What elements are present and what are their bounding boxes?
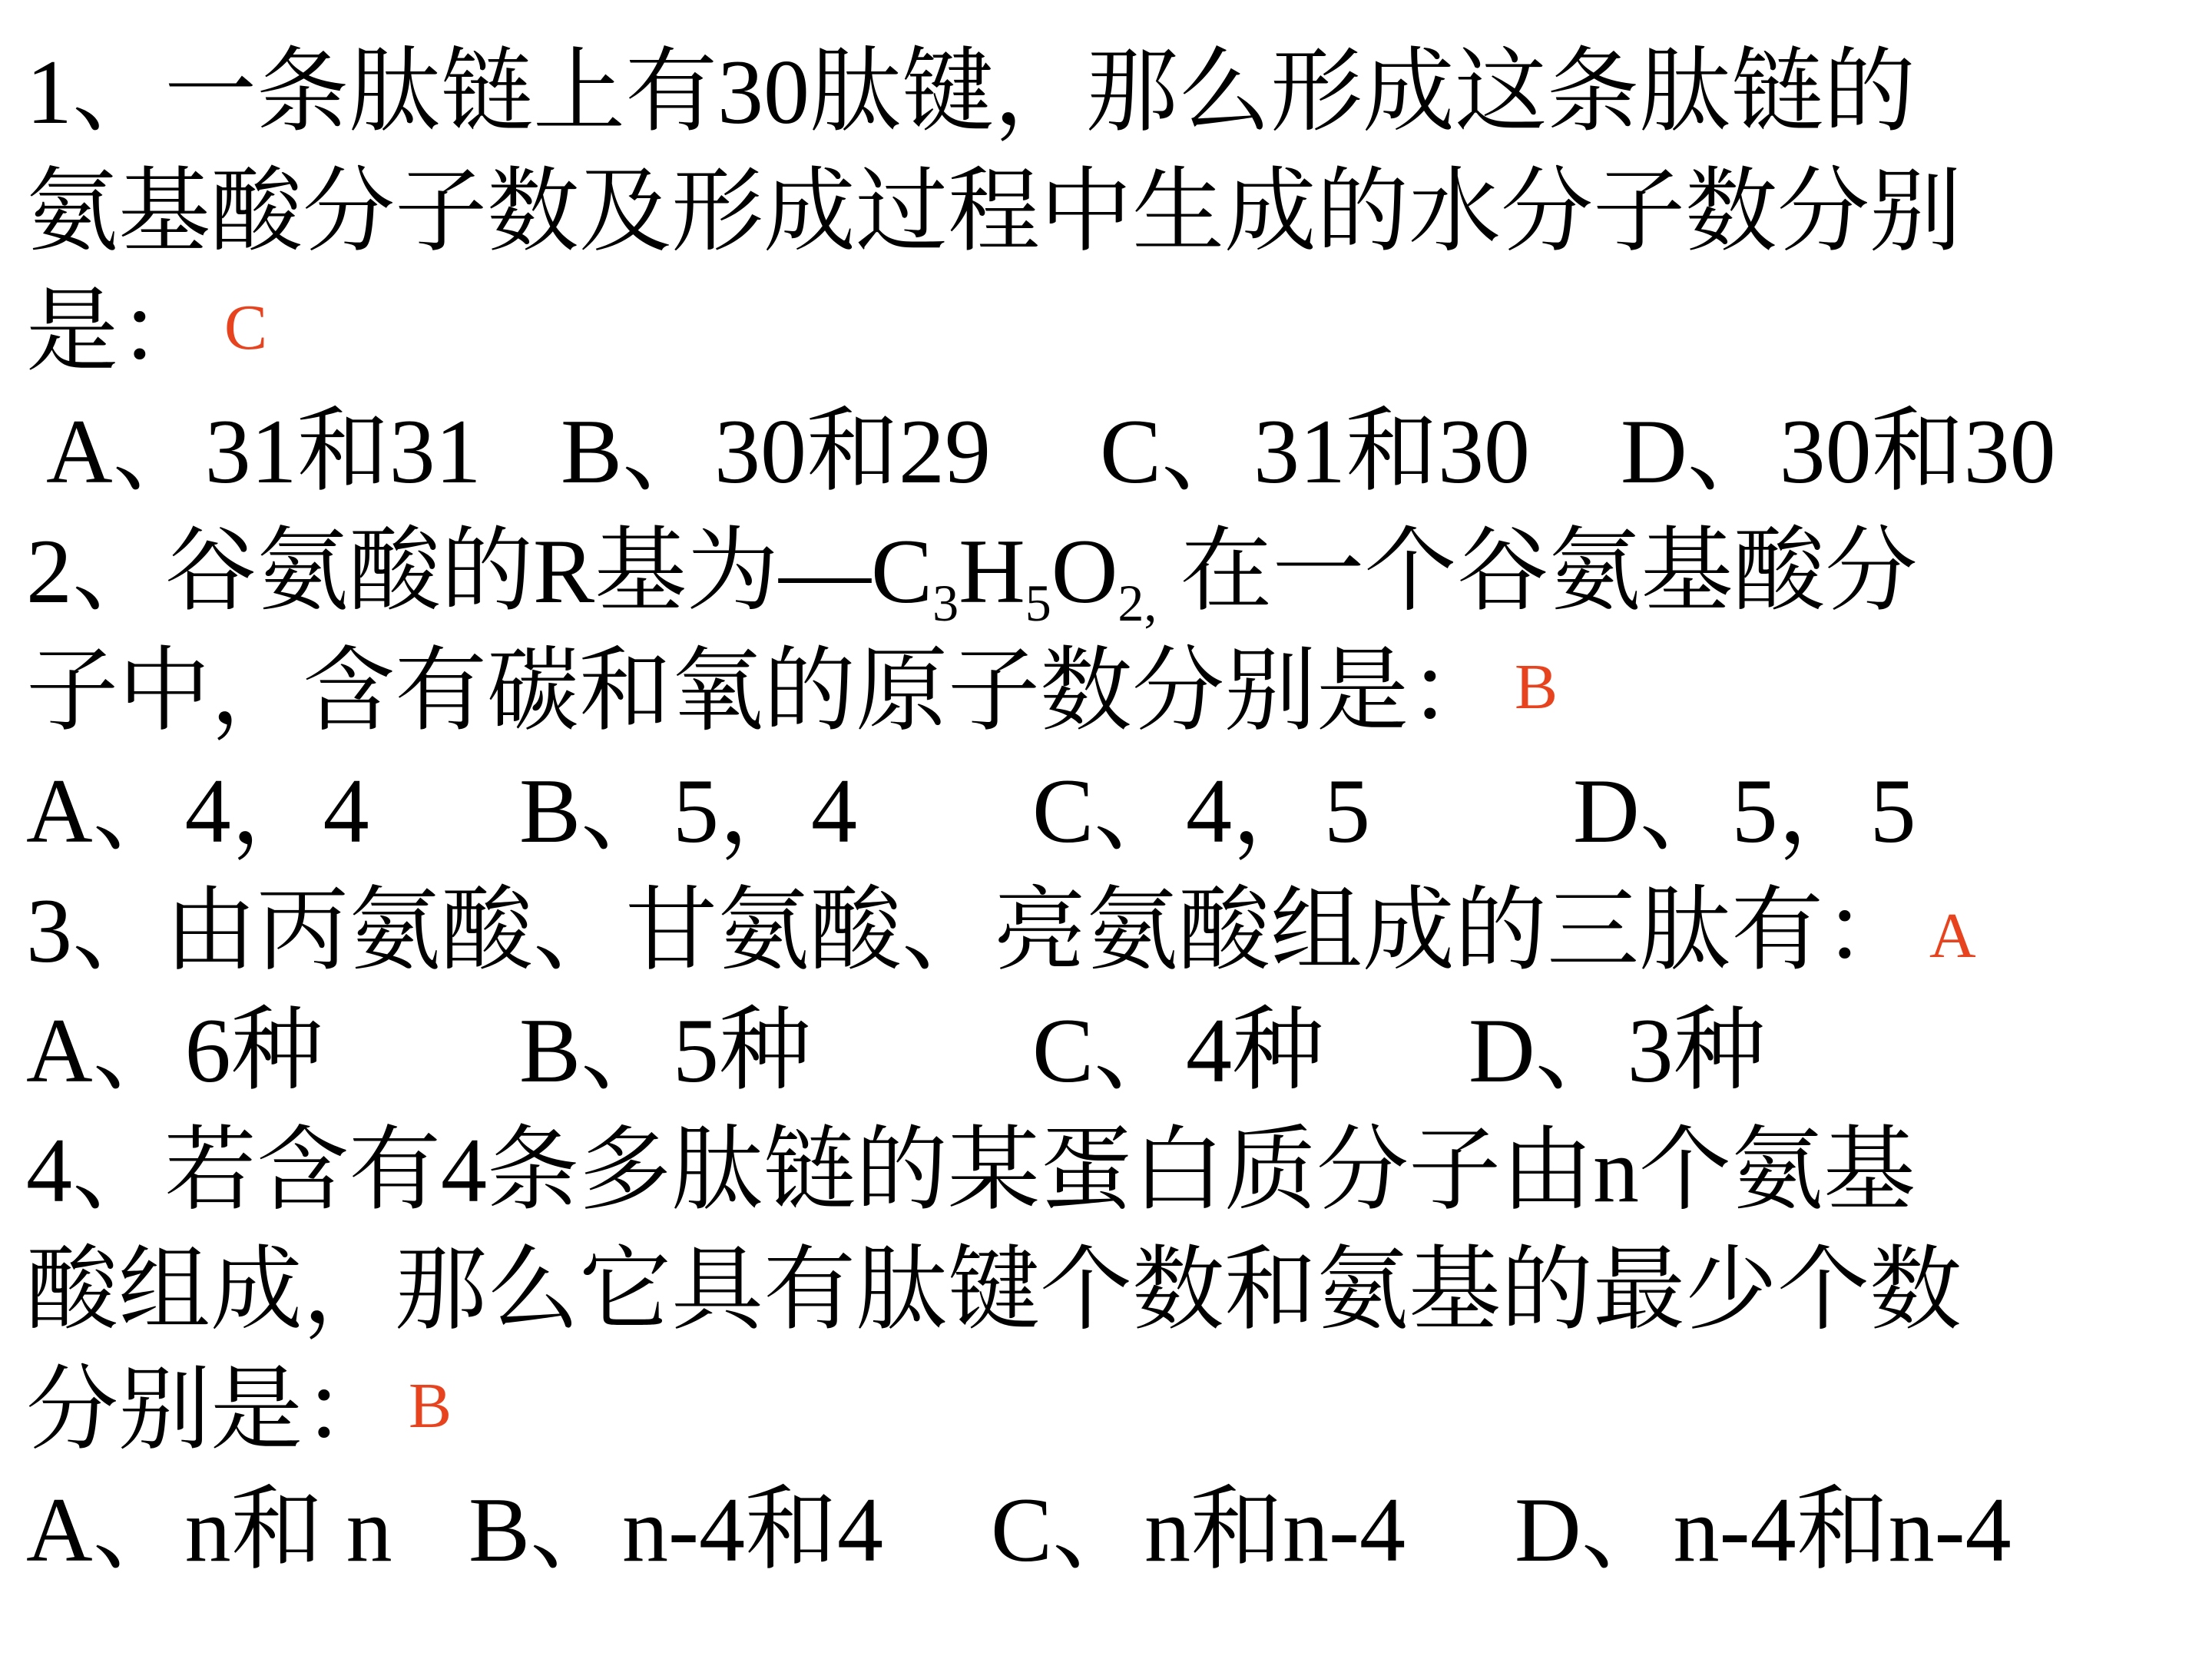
q4-line-3 — [26, 1359, 452, 1461]
q1-line-3 — [26, 280, 268, 382]
q1-option-b: B、30和29 — [561, 400, 992, 502]
q3-answer: A — [1929, 900, 1976, 972]
q2-option-b: B、5，4 — [519, 760, 858, 862]
q1-line-1: 1、一条肽链上有30肽键，那么形成这条肽链的 — [26, 41, 1916, 143]
q2-line-2-text: 子中，含有碳和氧的原子数分别是： — [26, 640, 1501, 742]
q1-line-2: 氨基酸分子数及形成过程中生成的水分子数分别 — [26, 161, 1962, 263]
q2-line-2 — [26, 640, 1558, 742]
q2-option-d: D、5，5 — [1573, 760, 1916, 862]
q4-line-3-text: 分别是： — [26, 1359, 395, 1461]
q4-line-1: 4、若含有4条多肽链的某蛋白质分子由n个氨基 — [26, 1119, 1916, 1221]
q1-option-c: C、31和30 — [1100, 400, 1531, 502]
q4-option-d: D、n-4和n-4 — [1515, 1479, 2012, 1581]
q2-line-1 — [26, 520, 1918, 632]
q1-option-d: D、30和30 — [1621, 400, 2056, 502]
q3-line-1 — [26, 879, 1976, 982]
q4-answer: B — [409, 1370, 452, 1442]
q4-option-a: A、n和 n — [26, 1479, 392, 1581]
q2-o: O — [1051, 520, 1118, 622]
q2-sub-2: 2, — [1118, 574, 1157, 632]
q3-option-a: A、6种 — [26, 999, 323, 1101]
q3-line-1-text: 3、由丙氨酸、甘氨酸、亮氨酸组成的三肽有： — [26, 879, 1916, 982]
q4-line-2: 酸组成，那么它具有肽键个数和氨基的最少个数 — [26, 1239, 1962, 1341]
q2-option-c: C、4，5 — [1032, 760, 1371, 862]
q2-sub-5: 5 — [1025, 574, 1051, 632]
q2-option-a: A、4，4 — [26, 760, 369, 862]
q2-h: H — [959, 520, 1025, 622]
q1-option-a: A、31和31 — [46, 400, 482, 502]
q2-answer: B — [1515, 651, 1558, 723]
q2-line-1-text: 2、谷氨酸的R基为—C — [26, 520, 933, 622]
q3-option-c: C、4种 — [1032, 999, 1325, 1101]
q2-line-1-tail: 在一个谷氨基酸分 — [1180, 520, 1918, 622]
q4-option-c: C、n和n-4 — [991, 1479, 1406, 1581]
q1-answer: C — [224, 292, 268, 363]
q3-option-d: D、3种 — [1469, 999, 1766, 1101]
q1-line-3-text: 是： — [26, 280, 210, 382]
q4-option-b: B、n-4和4 — [469, 1479, 883, 1581]
q2-sub-3: 3 — [932, 574, 959, 632]
q3-option-b: B、5种 — [519, 999, 812, 1101]
